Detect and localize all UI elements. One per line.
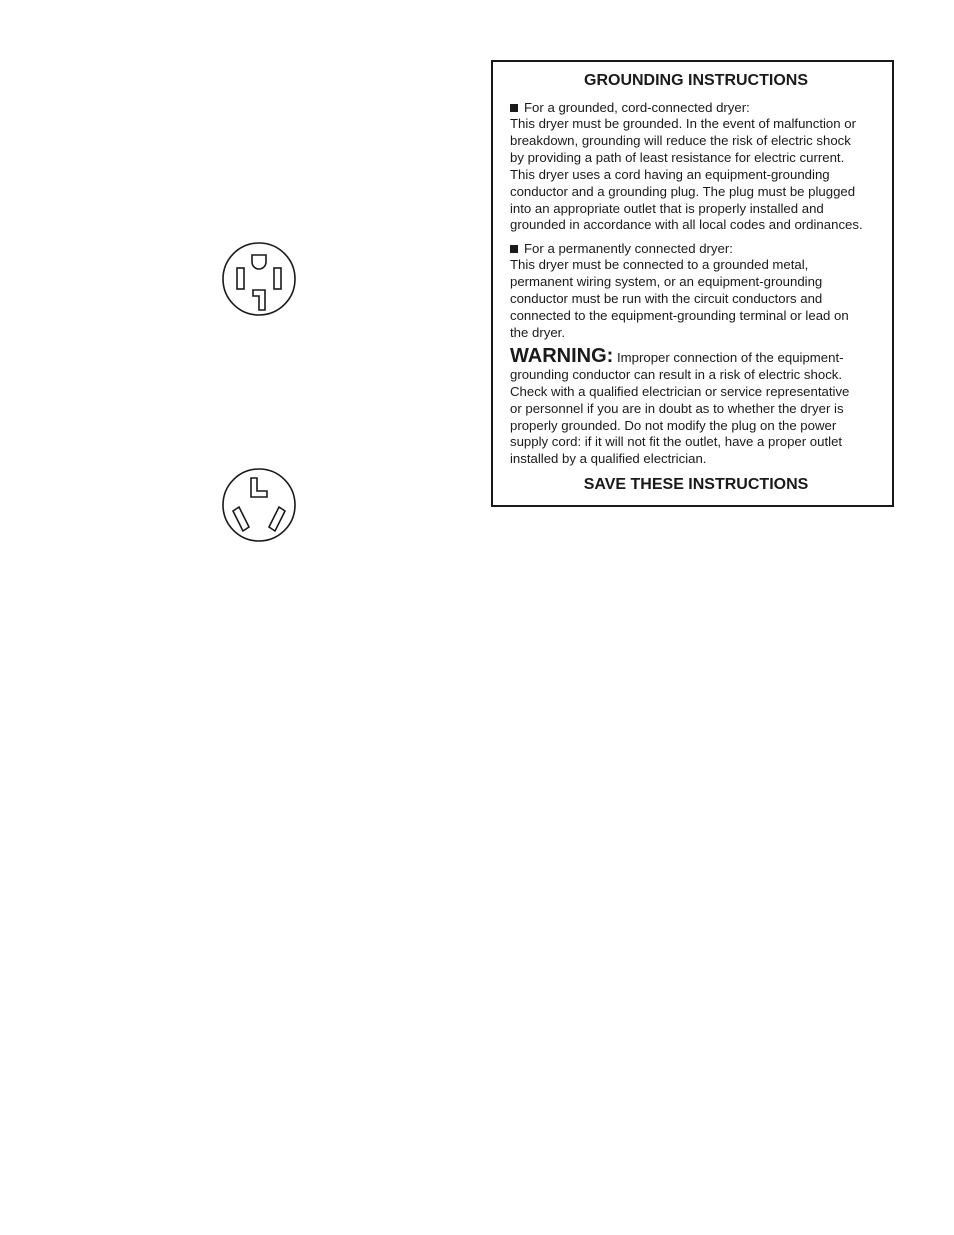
three-prong-outlet-icon	[221, 467, 297, 543]
warning-first-line: WARNING: Improper connection of the equipment-	[510, 344, 844, 367]
save-instructions-footer: SAVE THESE INSTRUCTIONS	[583, 476, 809, 494]
four-prong-outlet-icon	[221, 241, 297, 317]
warning-label: WARNING:	[510, 344, 614, 367]
box-title: GROUNDING INSTRUCTIONS	[584, 72, 808, 89]
section-body-permanently-connected: This dryer must be connected to a grounded metal, permanent wiring system, or an equipment-grounding conductor must be run with the circuit conductors and connected to the equipment-grounding terminal or lead on the dryer.	[510, 257, 849, 340]
section-heading-cord-connected: For a grounded, cord-connected dryer:	[510, 99, 882, 116]
section-heading-permanently-connected: For a permanently connected dryer:	[510, 240, 882, 257]
square-bullet-icon	[510, 245, 518, 253]
square-bullet-icon	[510, 104, 518, 112]
section-body-cord-connected: This dryer must be grounded. In the event of malfunction or breakdown, grounding will reduce the risk of electric shock by providing a path of least resistance for electric current. This dryer uses a cord having an equipment-grounding conductor and a grounding plug. The plug must be plugged into an appropriate outlet that is properly installed and grounded in accordance with all local codes and ordinances.	[510, 116, 863, 233]
grounding-instructions-box	[491, 60, 894, 507]
warning-body: grounding conductor can result in a risk of electric shock. Check with a qualified electrician or service representative or personnel if you are in doubt as to whether the dryer is properly grounded. Do not modify the plug on the power supply cord: if it will not fit the outlet, have a proper outlet installed by a qualified electrician.	[510, 366, 850, 467]
